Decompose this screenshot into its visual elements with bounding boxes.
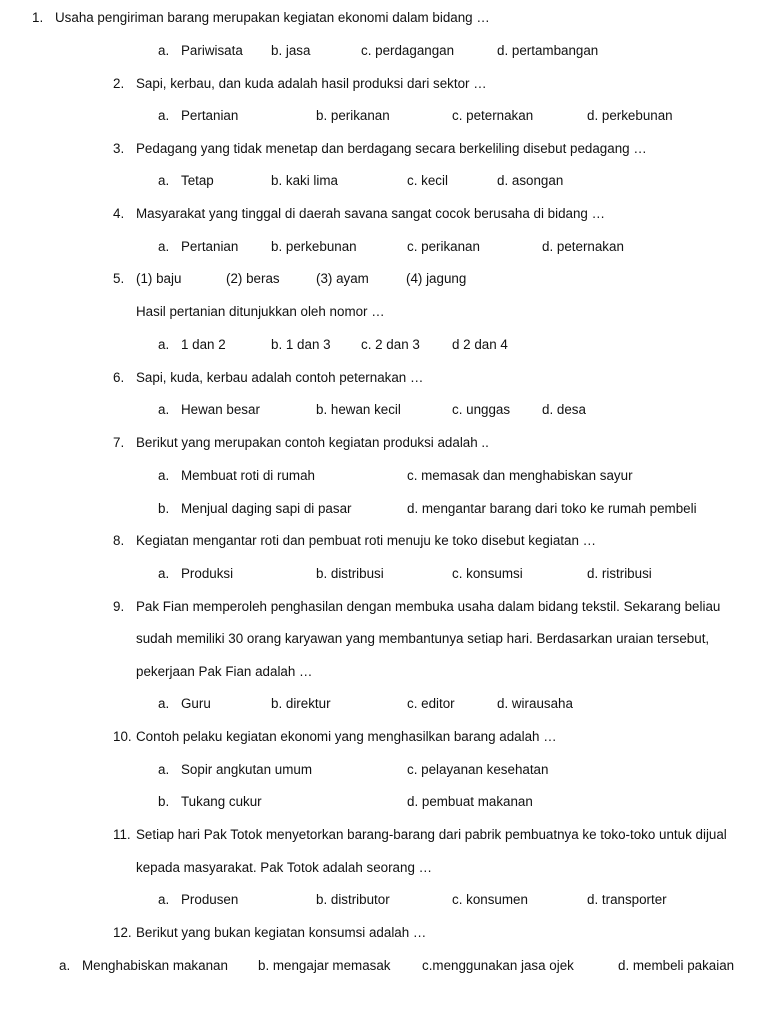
question-text: Masyarakat yang tinggal di daerah savana sangat cocok berusaha di bidang …	[136, 206, 605, 221]
item-4: (4) jagung	[406, 271, 467, 286]
option-c: c. perikanan	[407, 239, 480, 254]
option-b: Menjual daging sapi di pasar	[181, 501, 352, 516]
option-b: b. hewan kecil	[316, 402, 401, 417]
option-d: d. wirausaha	[497, 696, 573, 711]
option-label: a.	[158, 468, 170, 483]
option-b: b. mengajar memasak	[258, 958, 391, 973]
option-c: c. peternakan	[452, 108, 534, 123]
option-c: c. 2 dan 3	[361, 337, 420, 352]
question-text: Berikut yang merupakan contoh kegiatan produksi adalah ..	[136, 435, 489, 450]
option-b: b. distribusi	[316, 566, 384, 581]
option-label: a.	[158, 566, 170, 581]
option-label: a.	[158, 696, 170, 711]
option-c: c. perdagangan	[361, 43, 455, 58]
option-b: b. kaki lima	[271, 173, 338, 188]
question-text: Berikut yang bukan kegiatan konsumsi adalah …	[136, 925, 427, 940]
question-number: 10.	[113, 729, 132, 744]
option-label: a.	[59, 958, 71, 973]
option-a: Guru	[181, 696, 211, 711]
question-2	[113, 76, 487, 92]
option-d: d. perkebunan	[587, 108, 673, 123]
question-1	[32, 10, 490, 26]
option-a: Membuat roti di rumah	[181, 468, 315, 483]
option-d: d. peternakan	[542, 239, 624, 254]
question-12	[113, 925, 427, 941]
option-d: d. membeli pakaian	[618, 958, 735, 973]
option-d: d. pembuat makanan	[407, 794, 533, 809]
option-a: Pertanian	[181, 108, 239, 123]
question-number: 8.	[113, 533, 125, 548]
question-text: Pedagang yang tidak menetap dan berdagang secara berkeliling disebut pedagang …	[136, 141, 647, 156]
option-label: a.	[158, 892, 170, 907]
question-number: 1.	[32, 10, 44, 25]
question-text: Sapi, kuda, kerbau adalah contoh peternakan …	[136, 370, 424, 385]
option-a: Hewan besar	[181, 402, 260, 417]
question-7	[113, 435, 489, 451]
option-a: Sopir angkutan umum	[181, 762, 313, 777]
question-text: Kegiatan mengantar roti dan pembuat roti menuju ke toko disebut kegiatan …	[136, 533, 597, 548]
option-b: Tukang cukur	[181, 794, 262, 809]
option-c: c. konsumsi	[452, 566, 523, 581]
question-text-line1: Setiap hari Pak Totok menyetorkan barang-barang dari pabrik pembuatnya ke toko-toko untuk dijual	[136, 827, 727, 842]
question-9-line2: sudah memiliki 30 orang karyawan yang membantunya setiap hari. Berdasarkan uraian tersebut,	[136, 631, 710, 646]
option-label: b.	[158, 794, 170, 809]
option-c: c. editor	[407, 696, 455, 711]
question-number: 6.	[113, 370, 125, 385]
option-a: Menghabiskan makanan	[82, 958, 228, 973]
question-number: 2.	[113, 76, 125, 91]
option-label: a.	[158, 239, 170, 254]
option-b: b. jasa	[271, 43, 311, 58]
option-label: a.	[158, 762, 170, 777]
option-b: b. perikanan	[316, 108, 390, 123]
option-c: c.menggunakan jasa ojek	[422, 958, 574, 973]
option-d: d. pertambangan	[497, 43, 599, 58]
option-label: a.	[158, 108, 170, 123]
question-3	[113, 141, 647, 157]
question-9-line3: pekerjaan Pak Fian adalah …	[136, 664, 313, 679]
option-b: b. 1 dan 3	[271, 337, 331, 352]
option-d: d 2 dan 4	[452, 337, 508, 352]
option-a: Produksi	[181, 566, 234, 581]
option-c: c. konsumen	[452, 892, 528, 907]
option-b: b. perkebunan	[271, 239, 357, 254]
option-d: d. transporter	[587, 892, 667, 907]
question-9	[113, 599, 721, 615]
question-number: 3.	[113, 141, 125, 156]
option-a: Tetap	[181, 173, 214, 188]
question-4	[113, 206, 605, 222]
question-11	[113, 827, 727, 843]
question-5-prompt: Hasil pertanian ditunjukkan oleh nomor …	[136, 304, 385, 319]
option-a: Pariwisata	[181, 43, 243, 58]
option-a: Pertanian	[181, 239, 239, 254]
item-3: (3) ayam	[316, 271, 369, 286]
option-c: c. unggas	[452, 402, 511, 417]
option-label: a.	[158, 402, 170, 417]
option-c: c. memasak dan menghabiskan sayur	[407, 468, 633, 483]
question-text: Sapi, kerbau, dan kuda adalah hasil produksi dari sektor …	[136, 76, 487, 91]
question-text: Usaha pengiriman barang merupakan kegiatan ekonomi dalam bidang …	[55, 10, 490, 25]
question-6	[113, 370, 424, 386]
option-d: d. mengantar barang dari toko ke rumah pembeli	[407, 501, 697, 516]
item-2: (2) beras	[226, 271, 280, 286]
option-b: b. distributor	[316, 892, 390, 907]
option-c: c. kecil	[407, 173, 448, 188]
question-5	[113, 271, 467, 287]
option-label: a.	[158, 173, 170, 188]
question-number: 12.	[113, 925, 132, 940]
question-10	[113, 729, 557, 745]
question-8	[113, 533, 597, 549]
option-a: Produsen	[181, 892, 239, 907]
question-number: 4.	[113, 206, 125, 221]
option-d: d. asongan	[497, 173, 564, 188]
option-label: a.	[158, 337, 170, 352]
question-text: Contoh pelaku kegiatan ekonomi yang menghasilkan barang adalah …	[136, 729, 557, 744]
option-label: a.	[158, 43, 170, 58]
question-number: 9.	[113, 599, 125, 614]
option-a: 1 dan 2	[181, 337, 226, 352]
question-number: 11.	[113, 827, 131, 842]
question-11-line2: kepada masyarakat. Pak Totok adalah seorang …	[136, 860, 433, 875]
option-c: c. pelayanan kesehatan	[407, 762, 549, 777]
option-b: b. direktur	[271, 696, 331, 711]
question-number: 5.	[113, 271, 125, 286]
question-text-line1: Pak Fian memperoleh penghasilan dengan membuka usaha dalam bidang tekstil. Sekarang beliau	[136, 599, 721, 614]
option-d: d. desa	[542, 402, 586, 417]
question-number: 7.	[113, 435, 125, 450]
option-d: d. ristribusi	[587, 566, 652, 581]
option-label: b.	[158, 501, 170, 516]
item-1: (1) baju	[136, 271, 182, 286]
